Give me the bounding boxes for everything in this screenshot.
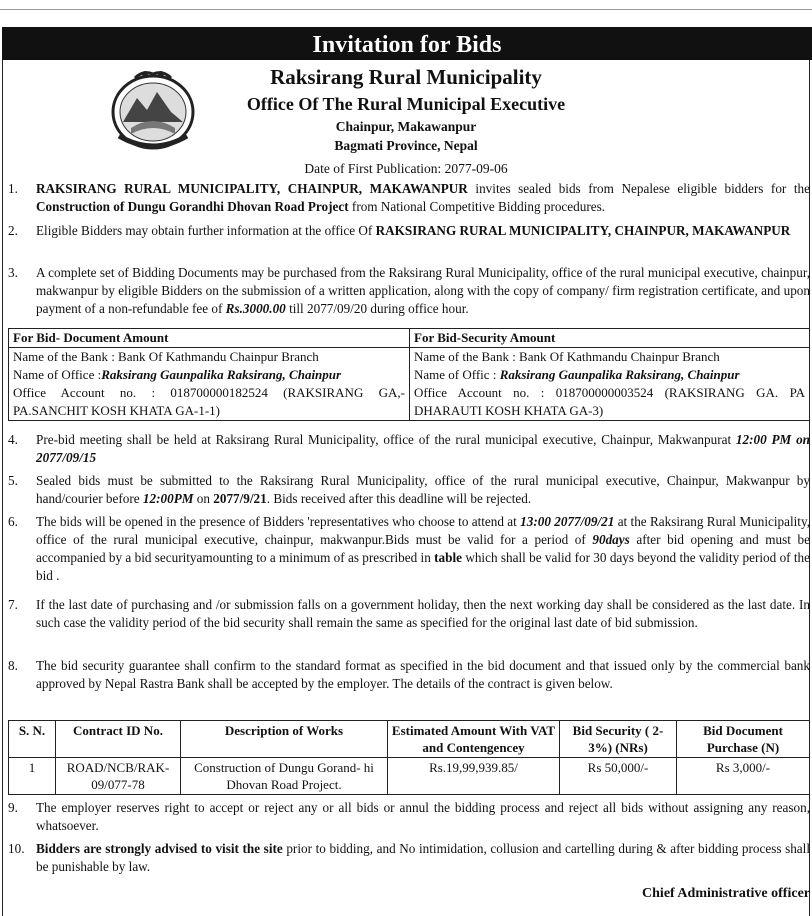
clause-6 [8,513,810,585]
cell-contract-id: ROAD/NCB/RAK- 09/077-78 [56,758,181,795]
bid-document-header: For Bid- Document Amount [9,329,410,348]
office-name-row [13,366,405,384]
clause-8 [8,657,810,693]
clause-1 [8,180,810,216]
signature: Chief Administrative officer [642,886,810,901]
col-bid-security: Bid Security ( 2-3%) (NRs) [560,721,677,758]
col-contract-id: Contract ID No. [56,721,181,758]
page-title: Invitation for Bids [2,27,812,60]
clause-number: 1. [8,181,18,196]
office-value: Raksirang Gaunpalika Raksirang, Chainpur [499,367,740,382]
label: Name of Offic : [414,367,500,382]
clause-number: 8. [8,658,18,673]
account-number: Office Account no. : 018700000182524 (RAKSIRANG GA,- PA.SANCHIT KOSH KHATA GA-1-1) [13,385,405,418]
bid-security-header: For Bid-Security Amount [410,329,810,348]
col-bid-document: Bid Document Purchase (N) [677,721,810,758]
clause-5 [8,472,810,508]
bid-document-details [9,348,410,421]
bank-details-table [8,328,810,421]
cell-bid-document: Rs 3,000/- [677,758,810,795]
province: Bagmati Province, Nepal [334,138,478,153]
location: Chainpur, Makawanpur [335,119,477,134]
clause-number: 3. [8,265,18,280]
text: prior to bidding, and No intimidation, collusion and cartelling during & after bidding process shall be punishable by law. [36,841,810,874]
site-visit-advice: Bidders are strongly advised to visit the site [36,841,283,856]
clause-number: 5. [8,473,18,488]
text: Eligible Bidders may obtain further information at the office Of [36,223,376,238]
text: A complete set of Bidding Documents may be purchased from the Raksirang Rural Municipality, office of the rural municipal executive, chainpur, makwanpur by eligible Bidders on the submission of a written application, along with the copy of company/ firm registration certificate, and upon payment of a non-refundable fee of [36,265,810,316]
deadline-date: 2077/9/21 [213,491,267,506]
project-name: Construction of Dungu Gorandhi Dhovan Road Project [36,199,349,214]
clause-7 [8,596,810,632]
text: Pre-bid meeting shall be held at Raksirang Rural Municipality, office of the rural municipal executive, Chainpur, Makwanpurat [36,432,736,447]
text: at the Raksirang Rural Municipality, office of the rural municipal executive, chainpur, makwanpur.Bids must be valid for a period of [36,514,810,547]
text: from National Competitive Bidding procedures. [348,199,605,214]
clause-text: If the last date of purchasing and /or submission falls on a government holiday, then the next working day shall be considered as the last date. In such case the validity period of the bid security shall remain the same as specified for the original last date of bid submission. [36,597,810,630]
clause-text: The bid security guarantee shall confirm to the standard format as specified in the bid document and that issued only by the commercial bank approved by Nepal Rastra Bank shall be accepted by the employer. The details of the contract is given below. [36,658,810,691]
cell-description: Construction of Dungu Gorand- hi Dhovan Road Project. [181,758,388,795]
office-name-row [414,366,805,384]
clause-number: 7. [8,597,18,612]
contract-table [8,720,810,795]
table-row [9,758,810,795]
clause-2 [8,222,810,240]
table-ref: table [434,550,462,565]
cell-estimated-amount: Rs.19,99,939.85/ [388,758,560,795]
cell-bid-security: Rs 50,000/- [560,758,677,795]
publication-date: Date of First Publication: 2077-09-06 [304,161,508,176]
top-rule [0,9,812,10]
deadline-time: 12:00PM [142,491,194,506]
meeting-time: 12:00 PM on 2077/09/15 [36,432,810,465]
org-name: Raksirang Rural Municipality [270,65,542,89]
bank-name: Name of the Bank : Bank Of Kathmandu Chainpur Branch [414,349,720,364]
col-estimated-amount: Estimated Amount With VAT and Contengencey [388,721,560,758]
clause-number: 2. [8,223,18,238]
clause-number: 10. [8,841,25,856]
clause-number: 6. [8,514,18,529]
text: . Bids received after this deadline will be rejected. [266,491,532,506]
bid-security-details [410,348,810,421]
label: Name of Office : [13,367,102,382]
account-number: Office Account no. : 018700000003524 (RAKSIRANG GA. PA DHARAUTI KOSH KHATA GA-3) [414,385,805,418]
cell-sn: 1 [9,758,56,795]
bank-name: Name of the Bank : Bank Of Kathmandu Chainpur Branch [13,349,319,364]
text: which shall be valid for 30 days beyond the validity period of the bid . [36,550,810,583]
table-header-row [9,721,810,758]
text: The bids will be opened in the presence of Bidders 'representatives who choose to attend at [36,514,521,529]
office-value: Raksirang Gaunpalika Raksirang, Chainpur [101,367,342,382]
clause-4 [8,431,810,467]
clause-number: 4. [8,432,18,447]
clause-9 [8,799,810,835]
text: Sealed bids must be submitted to the Raksirang Rural Municipality, office of the rural municipal executive, Chainpur, Makwanpur by hand/courier before [36,473,810,506]
col-description: Description of Works [181,721,388,758]
clause-text: The employer reserves right to accept or reject any or all bids or annul the bidding process and reject all bids without assigning any reason, whatsoever. [36,800,810,833]
clause-10 [8,840,810,876]
office-name: Office Of The Rural Municipal Executive [246,94,566,114]
fee-amount: Rs.3000.00 [225,301,286,316]
validity-period: 90days [592,532,630,547]
org-caps: RAKSIRANG RURAL MUNICIPALITY, CHAINPUR, MAKAWANPUR [375,223,791,238]
clause-3 [8,264,810,318]
col-sn: S. N. [9,721,56,758]
text: till 2077/09/20 during office hour. [285,301,469,316]
text: after bid opening and must be accompanied by a bid securityamounting to a minimum of as prescribed in [36,532,810,565]
text: invites sealed bids from Nepalese eligible bidders for the [467,181,811,196]
clause-number: 9. [8,800,18,815]
opening-time: 13:00 2077/09/21 [520,514,615,529]
org-caps: RAKSIRANG RURAL MUNICIPALITY, CHAINPUR, MAKAWANPUR [36,181,468,196]
text: on [193,491,214,506]
